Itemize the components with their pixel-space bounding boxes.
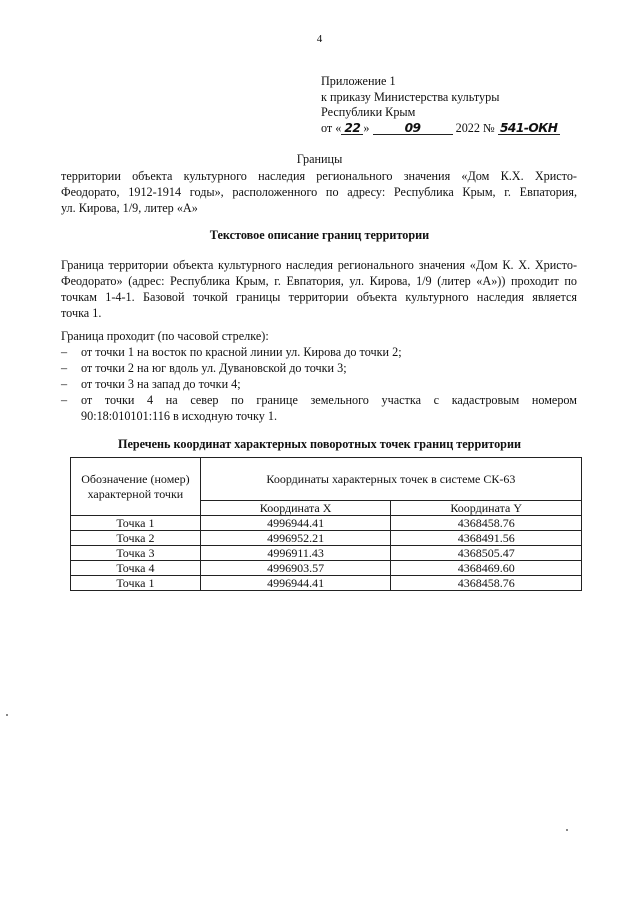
route-item <box>61 392 577 424</box>
date-prefix: от « <box>321 120 342 135</box>
appendix-line-2: к приказу Министерства культуры <box>321 89 500 104</box>
header-y: Координата Y <box>391 501 582 516</box>
header-system: Координаты характерных точек в системе СК-63 <box>200 458 581 501</box>
dash-bullet: – <box>61 393 68 407</box>
route-item-text: от точки 4 на север по границе земельного участка с кадастровым номером <box>81 393 577 407</box>
route-item-text: от точки 1 на восток по красной линии ул. Кирова до точки 2; <box>81 345 402 359</box>
description-paragraph <box>61 257 577 321</box>
table-heading: Перечень координат характерных поворотных точек границ территории <box>117 437 521 451</box>
cell-point: Точка 4 <box>71 561 201 576</box>
cell-point: Точка 1 <box>71 516 201 531</box>
header-point: Обозначение (номер) характерной точки <box>71 458 201 516</box>
route-item-text: от точки 3 на запад до точки 4; <box>81 377 241 391</box>
description-line: точкам 1-4-1. Базовой точкой границы территории объекта культурного наследия является <box>61 290 577 304</box>
cell-point: Точка 3 <box>71 546 201 561</box>
route-item <box>61 360 577 376</box>
cell-y: 4368458.76 <box>391 576 582 591</box>
description-line: Граница территории объекта культурного наследия регионального значения «Дом К. Х. Христо- <box>61 258 577 272</box>
route-item <box>61 344 577 360</box>
header-x: Координата X <box>200 501 391 516</box>
dash-bullet: – <box>61 377 68 391</box>
description-line: Феодорато» (адрес: Республика Крым, г. Евпатория, ул. Кирова, 1/9 (литер «А»)) проходит по <box>61 274 577 288</box>
object-title-line: ул. Кирова, 1/9, литер «А» <box>61 201 198 215</box>
object-title-line: территории объекта культурного наследия регионального значения «Дом К.Х. Христо- <box>61 169 577 183</box>
object-title-line: Феодорато, 1912-1914 годы», расположенного по адресу: Республика Крым, г. Евпатория, <box>61 185 577 199</box>
scan-speck <box>566 829 568 831</box>
cell-x: 4996952.21 <box>200 531 391 546</box>
object-title <box>61 168 577 216</box>
route-item-text: 90:18:010101:116 в исходную точку 1. <box>81 409 277 423</box>
table-row <box>71 516 582 531</box>
date-day: 22 <box>341 122 363 135</box>
order-number: 541-ОКН <box>498 122 560 135</box>
dash-bullet: – <box>61 345 68 359</box>
coordinates-table <box>70 457 582 591</box>
cell-point: Точка 1 <box>71 576 201 591</box>
description-line: точка 1. <box>61 306 102 320</box>
cell-x: 4996944.41 <box>200 516 391 531</box>
borders-heading: Границы <box>296 152 343 166</box>
date-month: 09 <box>373 122 453 135</box>
cell-x: 4996903.57 <box>200 561 391 576</box>
table-row <box>71 576 582 591</box>
scan-speck <box>6 714 8 716</box>
date-mid: » <box>363 120 370 135</box>
appendix-block <box>321 74 581 136</box>
appendix-line-3: Республики Крым <box>321 105 416 120</box>
table-row <box>71 531 582 546</box>
cell-y: 4368458.76 <box>391 516 582 531</box>
cell-y: 4368469.60 <box>391 561 582 576</box>
dash-bullet: – <box>61 361 68 375</box>
table-row <box>71 561 582 576</box>
cell-x: 4996911.43 <box>200 546 391 561</box>
route-item <box>61 376 577 392</box>
route-intro: Граница проходит (по часовой стрелке): <box>61 329 269 343</box>
appendix-date-line <box>321 121 581 137</box>
cell-point: Точка 2 <box>71 531 201 546</box>
route-item-text: от точки 2 на юг вдоль ул. Дувановской до точки 3; <box>81 361 347 375</box>
route-description <box>61 328 577 424</box>
page-number: 4 <box>316 33 323 45</box>
cell-y: 4368491.56 <box>391 531 582 546</box>
cell-x: 4996944.41 <box>200 576 391 591</box>
section-heading: Текстовое описание границ территории <box>209 228 430 242</box>
appendix-line-1: Приложение 1 <box>321 74 396 88</box>
cell-y: 4368505.47 <box>391 546 582 561</box>
table-row <box>71 546 582 561</box>
date-year: 2022 № <box>455 120 495 135</box>
